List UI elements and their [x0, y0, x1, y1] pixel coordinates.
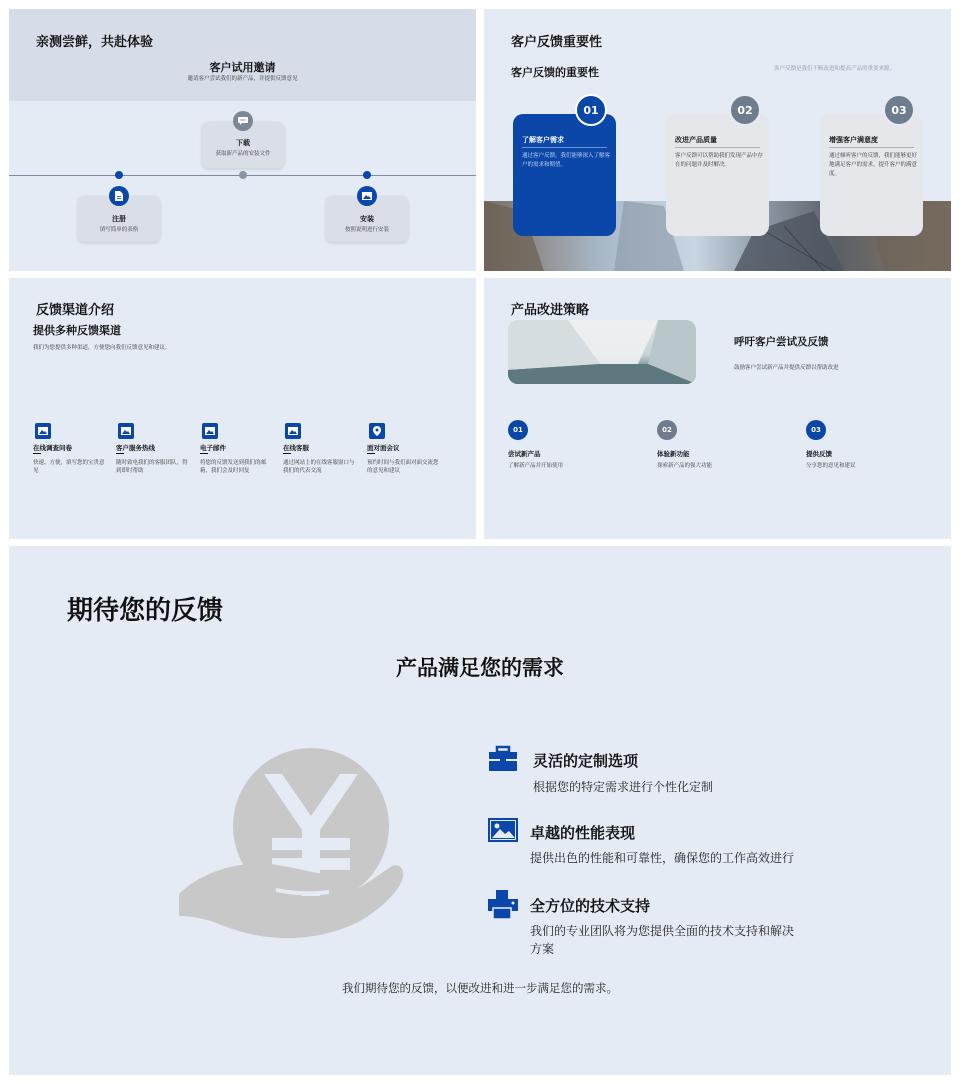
- channel-label: 电子邮件: [200, 444, 226, 452]
- channel-label: 在线客服: [283, 444, 309, 452]
- header-band: [9, 9, 476, 101]
- channel-underline: [200, 453, 208, 454]
- card-desc: 客户反馈可以帮助我们发现产品中存在的问题并及时解决。: [675, 153, 764, 168]
- slide-trial-invitation: [9, 9, 476, 271]
- step-desc: 探索新产品的强大功能: [657, 463, 713, 469]
- step-desc: 按照说明进行安装: [344, 227, 389, 233]
- chat-bubble-icon: [233, 111, 253, 131]
- toolbox-icon: [488, 745, 528, 773]
- room-photo: [508, 320, 696, 384]
- channel-label: 面对面会议: [367, 444, 400, 452]
- slide-title: 产品改进策略: [511, 303, 590, 318]
- importance-card-2[interactable]: [666, 114, 769, 236]
- step-number: 03: [806, 420, 826, 440]
- channel-underline: [367, 453, 375, 454]
- image-icon: [202, 423, 218, 439]
- step-label: 安装: [360, 215, 374, 223]
- step-label: 下载: [236, 139, 250, 147]
- card-title: 改进产品质量: [675, 136, 717, 144]
- step-desc: 填写简单的表格: [99, 227, 139, 233]
- slide-await-feedback: [9, 546, 951, 1075]
- feature-desc: 根据您的特定需求进行个性化定制: [533, 780, 714, 794]
- step-label: 尝试新产品: [508, 450, 541, 458]
- channel-desc: 通过网站上的在线客服窗口与我们的代表交流: [283, 460, 355, 475]
- card-desc: 通过倾听客户的反馈，我们能够更好地满足客户的需求，提升客户的满意度。: [829, 153, 918, 177]
- timeline-dot: [115, 171, 123, 179]
- step-desc: 分享您的意见和建议: [806, 463, 856, 469]
- image-icon: [285, 423, 301, 439]
- location-pin-icon: [369, 423, 385, 439]
- importance-card-3[interactable]: [820, 114, 923, 236]
- document-icon: [109, 186, 129, 206]
- card-number: 03: [883, 94, 915, 126]
- yen-coin-hand-icon: [174, 746, 404, 946]
- channel-desc: 预约时间与我们面对面交流您的意见和建议: [367, 460, 439, 475]
- image-icon: [35, 423, 51, 439]
- slide-subtitle: 客户反馈的重要性: [511, 66, 599, 79]
- step-number: 02: [657, 420, 677, 440]
- channel-label: 客户服务热线: [116, 444, 155, 452]
- channel-desc: 将您的反馈发送到我们的邮箱，我们会及时回复: [200, 460, 267, 475]
- card-divider: [675, 147, 760, 148]
- channel-underline: [116, 453, 124, 454]
- printer-icon: [488, 890, 520, 920]
- channel-underline: [283, 453, 291, 454]
- image-icon: [357, 186, 377, 206]
- channel-label: 在线调查问卷: [33, 444, 72, 452]
- slide-subtitle: 提供多种反馈渠道: [33, 324, 121, 337]
- card-title: 了解客户需求: [522, 136, 564, 144]
- section-header: 客户试用邀请: [209, 61, 276, 74]
- importance-card-1[interactable]: [513, 114, 616, 236]
- slide-note: 客户反馈是我们不断改进和提高产品的重要来源。: [774, 66, 896, 72]
- card-number: 01: [575, 94, 607, 126]
- slide-title: 客户反馈重要性: [511, 35, 603, 50]
- slide-title: 反馈渠道介绍: [36, 303, 115, 318]
- feature-title: 灵活的定制选项: [533, 752, 639, 770]
- feature-title: 全方位的技术支持: [530, 897, 651, 915]
- feature-desc: 我们的专业团队将为您提供全面的技术支持和解决方案: [530, 924, 795, 956]
- timeline-dot: [239, 171, 247, 179]
- card-divider: [522, 147, 607, 148]
- channel-desc: 快速、方便，填写您的宝贵意见: [33, 460, 105, 475]
- footer-text: 我们期待您的反馈，以便改进和进一步满足您的需求。: [342, 981, 618, 995]
- section-subheader: 邀请客户尝试我们的新产品，并提供反馈意见: [187, 76, 298, 82]
- feature-title: 卓越的性能表现: [530, 824, 636, 842]
- step-label: 注册: [112, 215, 126, 223]
- slide-desc: 我们为您提供多种渠道，方便您向我们反馈意见和建议。: [33, 345, 171, 351]
- section-heading: 呼吁客户尝试及反馈: [734, 336, 829, 348]
- card-desc: 通过客户反馈，我们能够深入了解客户的需求和期望。: [522, 153, 611, 168]
- slide-title: 期待您的反馈: [67, 596, 224, 626]
- step-label: 提供反馈: [806, 450, 832, 458]
- section-desc: 鼓励客户尝试新产品并提供反馈以帮助改进: [734, 365, 839, 371]
- card-number: 02: [729, 94, 761, 126]
- card-title: 增强客户满意度: [829, 136, 878, 144]
- channel-underline: [33, 453, 41, 454]
- timeline-dot: [363, 171, 371, 179]
- step-desc: 了解新产品并开始使用: [508, 463, 564, 469]
- slide-improvement-strategy: [484, 278, 951, 539]
- slide-subtitle: 产品满足您的需求: [396, 656, 564, 680]
- image-icon: [488, 818, 520, 842]
- slide-feedback-importance: [484, 9, 951, 271]
- step-number: 01: [508, 420, 528, 440]
- feature-desc: 提供出色的性能和可靠性，确保您的工作高效进行: [530, 851, 795, 865]
- slide-title: 亲测尝鲜，共赴体验: [36, 35, 154, 50]
- image-icon: [118, 423, 134, 439]
- step-label: 体验新功能: [657, 450, 690, 458]
- channel-desc: 随时致电我们的客服团队，得到即时帮助: [116, 460, 188, 475]
- card-divider: [829, 147, 914, 148]
- slide-feedback-channels: [9, 278, 476, 539]
- step-desc: 获取新产品的安装文件: [215, 151, 271, 157]
